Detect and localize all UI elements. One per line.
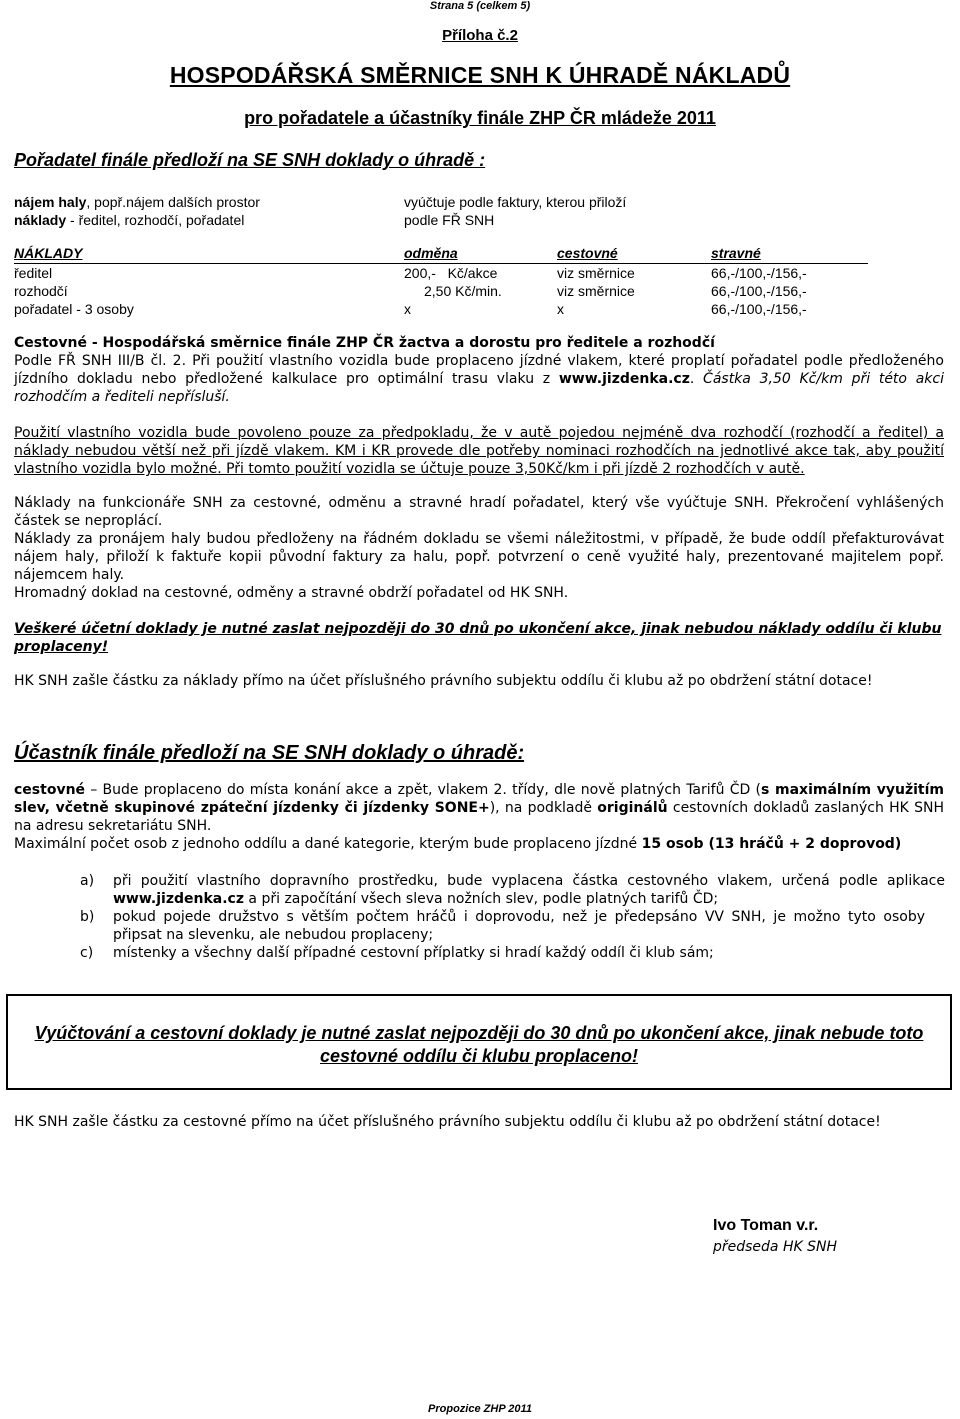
cost-row-3-odmena: x <box>404 301 411 317</box>
signature-name: Ivo Toman v.r. <box>713 1217 819 1234</box>
section1-heading: Pořadatel finále předloží na SE SNH doklady o úhradě : <box>14 150 486 170</box>
cost-row-3-cestovne: x <box>557 301 564 317</box>
list-item-b: pokud pojede družstvo s větším počtem hráčů i doprovodu, než je předepsáno VV SNH, je možno tyto osoby připsat na slevenku, ale nebudou proplaceny; <box>113 909 925 943</box>
travel-heading: Cestovné - Hospodářská směrnice finále ZHP ČR žactva a dorostu pro ředitele a rozhodčí <box>14 335 715 351</box>
intro-row-1-right: vyúčtuje podle faktury, kterou přiloží <box>404 194 627 210</box>
attachment-label: Příloha č.2 <box>442 27 518 44</box>
travel-refund-paragraph: cestovné – Bude proplaceno do místa konání akce a zpět, vlakem 2. třídy, dle nově platných Tarifů ČD (s maximálním využitím slev, včetně skupinové zpáteční jízdenky či jízdenky SONE+), na podkladě originálů cestovních dokladů zaslaných HK SNH na adresu sekretariátu SNH. <box>14 782 944 834</box>
cost-row-2-stravne: 66,-/100,-/156,- <box>711 283 807 299</box>
functionaries-paragraph: Náklady na funkcionáře SNH za cestovné, odměnu a stravné hradí pořadatel, který vše vyúčtuje SNH. Překročení vyhlášených částek se neproplácí. <box>14 495 944 529</box>
notice-box-text: Vyúčtování a cestovní doklady je nutné zaslat nejpozději do 30 dnů po ukončení akce, jinak nebude toto cestovné oddílu či klubu proplaceno! <box>34 1023 924 1066</box>
warning-text: Veškeré účetní doklady je nutné zaslat nejpozději do 30 dnů po ukončení akce, jinak nebudou náklady oddílu či klubu proplaceny! <box>14 621 942 655</box>
list-item-c: místenky a všechny další případné cestovní příplatky si hradí každý oddíl či klub sám; <box>113 945 714 961</box>
header-odmena: odměna <box>404 245 458 261</box>
header-naklady: NÁKLADY <box>14 245 83 261</box>
page-footer: Propozice ZHP 2011 <box>428 1403 532 1415</box>
cost-row-1-odmena: 200,- Kč/akce <box>404 265 498 281</box>
list-item-c-mark: c) <box>80 945 94 961</box>
hall-paragraph: Náklady za pronájem haly budou předloženy na řádném dokladu se všemi náležitostmi, v případě, že bude oddíl přefakturovávat nájem haly, přiloží k faktuře kopii původní faktury za halu, popř. potvrzení o ceně využité haly, prezentované majitelem popř. nájemcem haly. <box>14 531 944 583</box>
signature-role: předseda HK SNH <box>713 1239 838 1255</box>
header-stravne: stravné <box>711 245 761 261</box>
list-item-a-mark: a) <box>80 873 95 889</box>
jizdenka-link: www.jizdenka.cz <box>558 371 690 387</box>
section2-heading: Účastník finále předloží na SE SNH doklady o úhradě: <box>14 742 525 764</box>
header-cestovne: cestovné <box>557 245 618 261</box>
list-item-a: při použití vlastního dopravního prostředku, bude vyplacena částka cestovného vlakem, určená podle aplikace www.jizdenka.cz a při započítání všech sleva nožních slev, podle platných tarifů ČD; <box>113 873 945 907</box>
cost-table-header <box>14 245 868 264</box>
cost-row-3-stravne: 66,-/100,-/156,- <box>711 301 807 317</box>
intro-row-2-right: podle FŘ SNH <box>404 212 495 228</box>
transfer-note-1: HK SNH zašle částku za náklady přímo na účet příslušného právního subjektu oddílu či klubu až po obdržení státní dotace! <box>14 673 873 689</box>
transfer-note-2: HK SNH zašle částku za cestovné přímo na účet příslušného právního subjektu oddílu či klubu až po obdržení státní dotace! <box>14 1114 881 1130</box>
cost-row-2-cestovne: viz směrnice <box>557 283 635 299</box>
intro-row-1-left: nájem haly, popř.nájem dalších prostor <box>14 194 260 210</box>
cost-row-3-role: pořadatel - 3 osoby <box>14 301 134 317</box>
cost-row-2-role: rozhodčí <box>14 283 68 299</box>
cost-row-1-stravne: 66,-/100,-/156,- <box>711 265 807 281</box>
document-title: HOSPODÁŘSKÁ SMĚRNICE SNH K ÚHRADĚ NÁKLADŮ <box>169 62 791 88</box>
document-subtitle: pro pořadatele a účastníky finále ZHP ČR mládeže 2011 <box>244 108 716 128</box>
car-usage-paragraph: Použití vlastního vozidla bude povoleno pouze za předpokladu, že v autě pojedou nejméně dva rozhodčí (rozhodčí a ředitel) a náklady nebudou větší než při jízdě vlakem. KM i KR provede dle potřeby nominaci rozhodčích na jednotlivé akce tak, aby použití vlastního vozidla bylo možné. Při tomto použití vozidla se účtuje pouze 3,50Kč/km i při jízdě 2 rozhodčích v autě. <box>14 425 944 477</box>
cost-row-1-role: ředitel <box>14 265 53 281</box>
travel-paragraph: Podle FŘ SNH III/B čl. 2. Při použití vlastního vozidla bude proplaceno jízdné vlakem, které proplatí pořadatel podle předloženého jízdního dokladu nebo předložené kalkulace pro optimální trasu vlaku z www.jizdenka.cz. Částka 3,50 Kč/km při této akci rozhodčím a řediteli nepřísluší. <box>14 353 944 405</box>
cost-row-2-odmena: 2,50 Kč/min. <box>424 283 502 299</box>
list-item-b-mark: b) <box>80 909 95 925</box>
page-number: Strana 5 (celkem 5) <box>429 0 531 12</box>
collective-paragraph: Hromadný doklad na cestovné, odměny a stravné obdrží pořadatel od HK SNH. <box>14 585 569 601</box>
intro-row-2-left: náklady - ředitel, rozhodčí, pořadatel <box>14 212 245 228</box>
cost-row-1-cestovne: viz směrnice <box>557 265 635 281</box>
max-persons-paragraph: Maximální počet osob z jednoho oddílu a dané kategorie, kterým bude proplaceno jízdné 15 osob (13 hráčů + 2 doprovod) <box>14 836 902 852</box>
